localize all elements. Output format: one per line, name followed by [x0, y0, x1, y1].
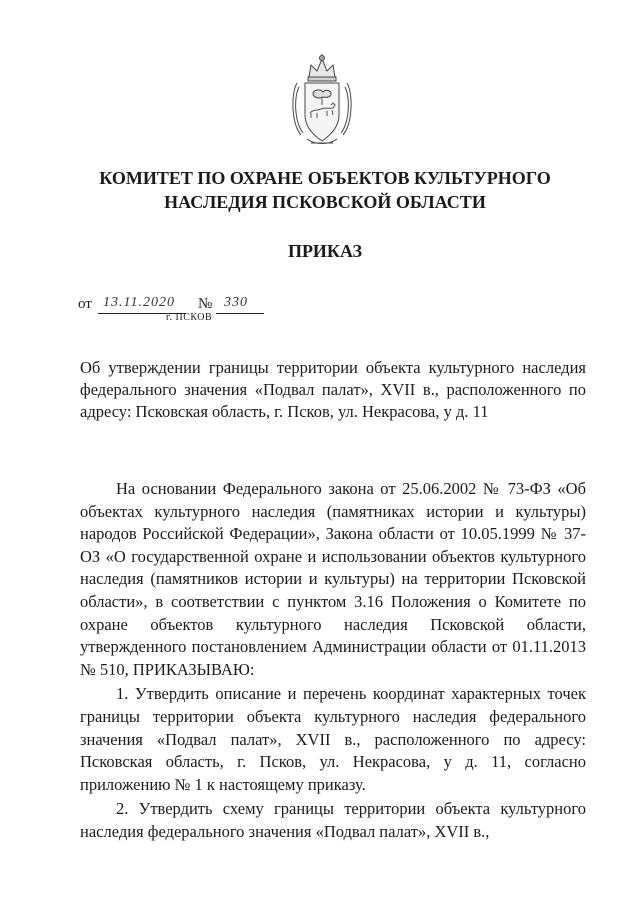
document-type-heading: ПРИКАЗ [287, 241, 363, 261]
number-label: № [198, 296, 213, 312]
order-subject: Об утверждении границы территории объекта культурного наследия федерального значения «Подвал палат», XVII в., расположенного по адресу: Псковская область, г. Псков, ул. Некрасова, у д. 11 [80, 358, 586, 421]
coat-of-arms-emblem [287, 53, 357, 149]
preamble-paragraph: На основании Федерального закона от 25.06.2002 № 73-ФЗ «Об объектах культурного наследия (памятниках истории и культуры) народов Российской Федерации», Закона области от 10.05.1999 № 37-ОЗ «О государственной охране и использовании объектов культурного наследия (памятников истории и культуры) на территории Псковской области», в соответствии с пунктом 3.16 Положения о Комитете по охране объектов культурного наследия Псковской области, утвержденного постановлением Администрации области от 01.11.2013 № 510, ПРИКАЗЫВАЮ: [80, 479, 586, 679]
order-body [80, 478, 586, 844]
organization-title [60, 166, 590, 214]
date-from-label: от [78, 296, 92, 312]
city-label: г. ПСКОВ [166, 312, 213, 323]
order-item-2: 2. Утвердить схему границы территории объекта культурного наследия федерального значения «Подвал палат», XVII в., [80, 799, 586, 841]
pskov-coat-of-arms-icon [287, 53, 357, 149]
order-item-1: 1. Утвердить описание и перечень координат характерных точек границы территории объекта культурного наследия федерального значения «Подвал палат», XVII в., расположенного по адресу: Псковская область, г. Псков, ул. Некрасова, у д. 11, согласно приложению № 1 к настоящему приказу. [80, 684, 586, 794]
number-underline [216, 313, 264, 314]
org-title-line1: КОМИТЕТ ПО ОХРАНЕ ОБЪЕКТОВ КУЛЬТУРНОГО [99, 168, 551, 188]
org-title-line2: НАСЛЕДИЯ ПСКОВСКОЙ ОБЛАСТИ [164, 192, 486, 212]
handwritten-date: 13.11.2020 [103, 295, 175, 310]
handwritten-number: 330 [224, 295, 248, 310]
